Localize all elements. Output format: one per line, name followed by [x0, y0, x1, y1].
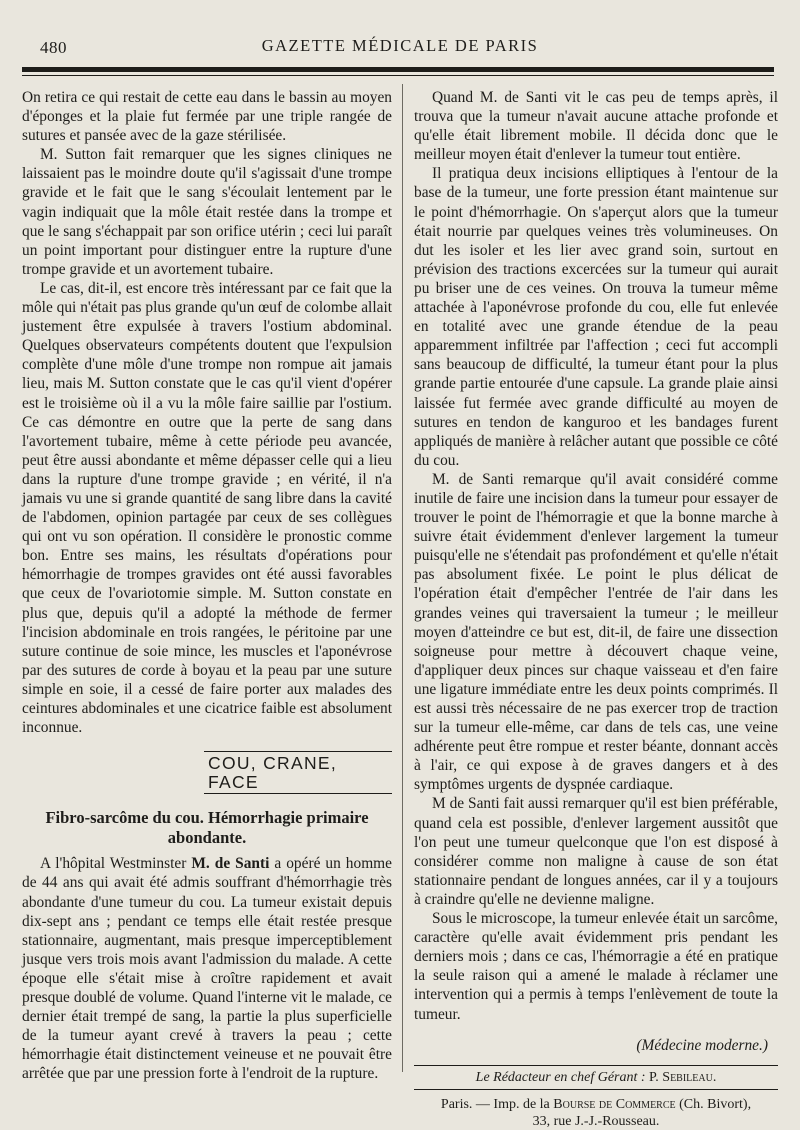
source-citation: (Médecine moderne.) — [636, 1036, 768, 1054]
column-divider — [402, 84, 403, 1072]
paragraph: Sous le microscope, la tumeur enlevée était un sarcôme, caractère qu'elle avait évidemment pris pendant les derniers mois ; dans ce cas, l'hémorragie a été en pratique la seule raison qui a amené le malade à réclamer une intervention qui a permis à temps l'enlèvement de toute la tumeur. — [414, 910, 778, 1023]
paragraph: Quand M. de Santi vit le cas peu de temps après, il trouva que la tumeur n'avait aucune attache profonde et qu'elle était librement mobile. Il décida donc que le meilleur moyen était d'enlever la tumeur tout entière. — [414, 89, 778, 164]
paragraph: M. Sutton fait remarquer que les signes cliniques ne laissaient pas le moindre doute qu'il s'agissait d'une trompe gravide et le fait que le sang s'écoulait lentement par le vagin indiquait que la môle était restée dans la trompe et que le sang s'échappait par son orifice utérin ; ceci lui paraît un point important pour distinguer entre la rupture d'une trompe gravide et un avortement tubaire. — [22, 146, 392, 278]
paragraph-text: a opéré un homme de 44 ans qui avait été admis souffrant d'hémorrhagie très abondante d'une tumeur du cou. La tumeur existait depuis dix-sept ans ; pendant ce temps elle était restée presque stationnaire, augmentant, mais presque imperceptiblement jusque vers trois mois avant l'admission du malade. A cette époque elle s'était mise à croître rapidement et avait presque doublé de volume. Quand l'interne vit le malade, ce dernier était trempé de sang, la partie la plus superficielle de la tumeur ayant crevé à travers la peau ; cette hémorrhagie était distinctement veineuse et ne pouvait être arrêtée que par une pression forte à l'endroit de la rupture. — [22, 855, 392, 1083]
paragraph: Le cas, dit-il, est encore très intéressant par ce fait que la môle qui n'était pas plus grande qu'un œuf de colombe allait justement être expulsée à travers l'ostium abdominal. Quelques observateurs compétents doutent que l'expulsion complète d'une môle d'une trompe non rompue ait jamais lieu, mais M. Sutton constate que le cas qu'il vient d'opérer est le troisième où il a vu la môle faire saillie par l'ostium. Ce cas démontre en outre que la perte de sang dans l'avortement tubaire, même à cette période peu avancée, peut être aussi abondante et même dépasser celle qui a lieu dans la rupture d'une trompe gravide ; en vérité, il n'a jamais vu une si grande quantité de sang libre dans la cavité de l'abdomen, opinion partagée par ceux de ses collègues qui ont vu son opération. Il considère le pronostic comme bon. Entre ses mains, les résultats d'opérations pour hémorrhagie de trompes gravides ont été aussi favorables que ceux de l'ovariotomie simple. M. Sutton constate en plus que, depuis qu'il a adopté la méthode de fermer l'incision abdominale en trois rangées, le péritoine par une suture continue de soie mince, les muscles et l'aponévrose par des sutures de corde à boyau et la peau par une suture simple en soie, il a cessé de faire porter aux malades des ceintures abdominales et une cicatrice faible est absolument inconnue. — [22, 279, 392, 737]
paragraph: Il pratiqua deux incisions elliptiques à l'entour de la base de la tumeur, une forte pression étant maintenue sur le point d'hémorrhagie. On s'aperçut alors que la tumeur était nourrie par quelques veines très volumineuses. On dut les isoler et les lier avec grand soin, surtout en prévision des tractions excercées sur la tumeur qui aurait pu briser une de ces veines. On trouva la tumeur même attachée à l'aponévrose profonde du cou, elle fut enlevée en totalité avec une grande étendue de la peau apparemment infiltrée par l'affection ; ceci fut accompli sans beaucoup de difficulté, la tumeur étant pour la plus grande partie entourée d'une capsule. La grande plaie ainsi laissée fut fermée avec grande difficulté au moyen de sutures en tendon de kanguroo et les bandages furent appliqués de manière à relâcher autant que possible ce côté du cou. — [414, 165, 778, 469]
surgeon-name: M. de Santi — [191, 855, 270, 873]
left-column — [22, 88, 392, 1084]
editor-label: Le Rédacteur en chef Gérant : — [475, 1069, 646, 1085]
editor-name: P. Sebileau. — [649, 1069, 717, 1085]
paragraph: On retira ce qui restait de cette eau dans le bassin au moyen d'éponges et la plaie fut fermée par une triple rangée de sutures et pansée avec de la gaze stérilisée. — [22, 89, 392, 145]
paragraph: M. de Santi remarque qu'il avait considéré comme inutile de faire une incision dans la tumeur pour essayer de trouver le point de l'hémorragie et que la bonne marche à suivre était évidemment d'enlever largement la tumeur puisqu'elle ne s'étendait pas profondément et qu'elle n'était pas absolument fixée. Le point le plus délicat de l'opération était d'empêcher l'entrée de l'air dans les grandes veines qui traversaient la tumeur ; le meilleur moyen d'atteindre ce but est, dit-il, de faire une dissection soigneuse pour mettre à découvert chaque veine, d'appliquer deux pinces sur chaque vaisseau et d'en faire une ligature immédiate entre les deux points comprimés. Il est aussi très nécessaire de ne pas exercer trop de traction sur la tumeur elle-même, car dans de tels cas, une veine adhérente peut être rompue et rester béante, donnant accès à l'air, ce qui expose à de graves dangers et à des symptômes urgents de dyspnée cardiaque. — [414, 470, 778, 794]
printer-prefix: Paris. — Imp. de la — [440, 1096, 554, 1112]
section-heading: COU, CRANE, FACE — [204, 751, 392, 794]
paragraph — [22, 854, 392, 1083]
header-rule-thick — [22, 67, 774, 72]
printer-house: Bourse de Commerce — [553, 1096, 676, 1112]
printer-address: 33, rue J.-J.-Rousseau. — [532, 1113, 660, 1129]
header-rule-thin — [22, 75, 774, 76]
paragraph-text: A l'hôpital Westminster — [40, 855, 192, 873]
editor-line — [414, 1065, 778, 1090]
printer-imprint — [414, 1096, 778, 1130]
article-title: Fibro-sarcôme du cou. Hémorrhagie primaire abondante. — [45, 808, 369, 848]
page-number: 480 — [40, 38, 67, 57]
right-column — [414, 88, 778, 1130]
printer-owner: (Ch. Bivort), — [675, 1096, 752, 1112]
paragraph: M de Santi fait aussi remarquer qu'il est bien préférable, quand cela est possible, d'enlever largement aussitôt que l'on peut une tumeur quelconque que l'on est disposé à considérer comme non maligne à cause de son état stationnaire pendant de longues années, car il y a toujours à craindre qu'elle ne devienne maligne. — [414, 795, 778, 908]
running-title: GAZETTE MÉDICALE DE PARIS — [261, 36, 539, 55]
